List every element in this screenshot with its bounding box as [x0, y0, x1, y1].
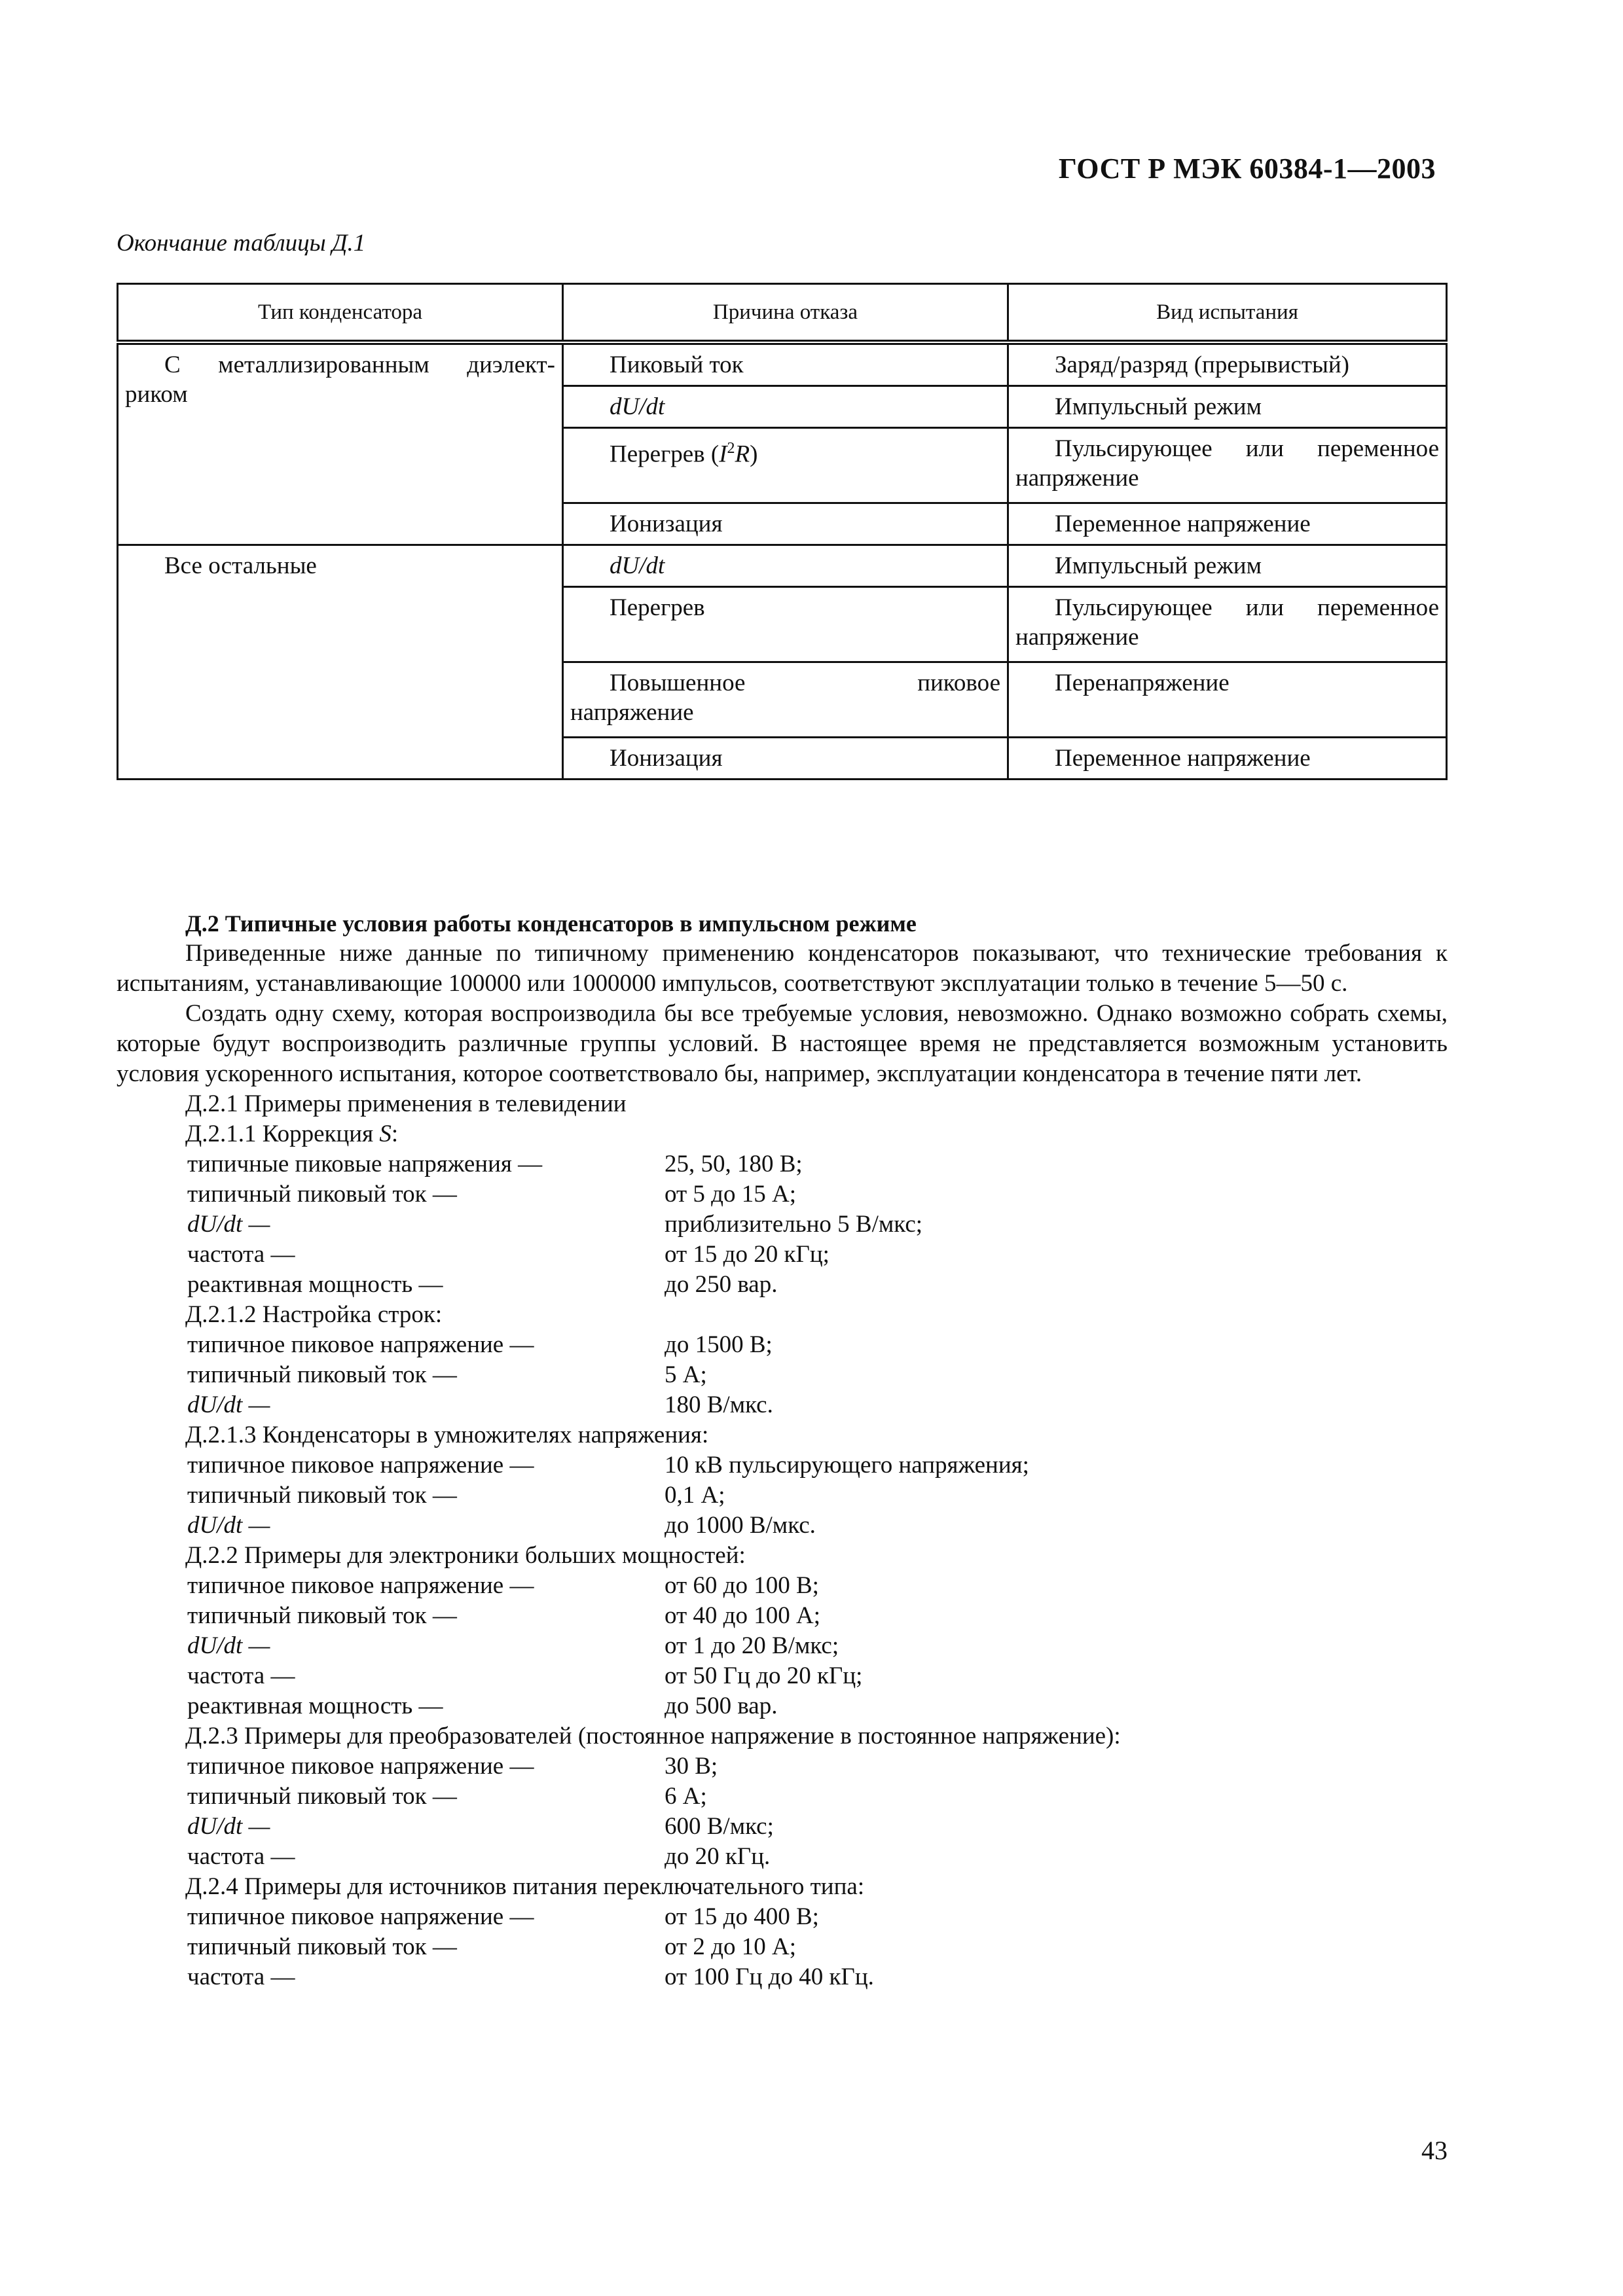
test-type-cell: Заряд/разряд (прерывистый) [1008, 342, 1447, 386]
test-type-cell [1008, 428, 1447, 503]
parameter-list [117, 1149, 1448, 1300]
parameter-name: dU/dt — [187, 1211, 270, 1238]
parameter-row [117, 1511, 1448, 1541]
heading-text: Д.2.1.1 Коррекция [185, 1121, 380, 1147]
document-header: ГОСТ Р МЭК 60384-1—2003 [1058, 152, 1436, 185]
heading-text-end: : [391, 1121, 399, 1147]
test-line: Пульсирующее или переменное [1055, 594, 1439, 621]
capacitor-type-line: риком [125, 381, 188, 408]
cause-superscript: 2 [727, 440, 735, 457]
page-number: 43 [1421, 2136, 1448, 2165]
parameter-row [117, 1782, 1448, 1812]
parameter-value: 6 А; [665, 1783, 707, 1810]
subsection-heading: Д.2.2 Примеры для электроники больших мощностей: [185, 1542, 746, 1569]
parameter-row [117, 1240, 1448, 1270]
parameter-value: до 1000 В/мкс. [665, 1512, 816, 1539]
parameter-row [117, 1149, 1448, 1179]
cause-text: Перегрев ( [610, 440, 720, 468]
parameter-value: от 40 до 100 А; [665, 1602, 821, 1629]
parameter-name: частота — [187, 1241, 295, 1268]
parameter-row [117, 1450, 1448, 1480]
subsection-heading: Д.2.3 Примеры для преобразователей (постоянное напряжение в постоянное напряжение): [185, 1723, 1121, 1749]
parameter-row [117, 1601, 1448, 1631]
subsection-heading: Д.2.1.2 Настройка строк: [185, 1301, 443, 1328]
cause-text-end: ) [750, 440, 758, 468]
column-header-cause: Причина отказа [563, 284, 1008, 343]
failure-cause-cell [563, 662, 1008, 738]
parameter-row [117, 1902, 1448, 1932]
parameter-name: частота — [187, 1662, 295, 1689]
parameter-row [117, 1390, 1448, 1420]
parameter-row [117, 1330, 1448, 1360]
capacitor-type-cell [118, 342, 563, 545]
test-line: напряжение [1015, 624, 1139, 651]
parameter-row [117, 1210, 1448, 1240]
cause-line: напряжение [570, 699, 694, 726]
parameter-name: типичный пиковый ток — [187, 1482, 457, 1509]
parameter-value: приблизительно 5 В/мкс; [665, 1211, 923, 1238]
parameter-row [117, 1480, 1448, 1511]
paragraph: Приведенные ниже данные по типичному применению конденсаторов показывают, что технические требования к испытаниям, устанавливающие 100000 или 1000000 импульсов, соответствуют эксплуатации только в течение 5—50 с. [117, 940, 1448, 997]
parameter-value: 30 В; [665, 1753, 718, 1780]
parameter-value: до 1500 В; [665, 1331, 773, 1358]
parameter-name: типичное пиковое напряжение — [187, 1572, 534, 1599]
parameter-name: реактивная мощность — [187, 1271, 443, 1298]
parameter-value: от 1 до 20 В/мкс; [665, 1632, 839, 1659]
parameter-row [117, 1270, 1448, 1300]
parameter-value: от 60 до 100 В; [665, 1572, 819, 1599]
table-header-row [118, 284, 1447, 343]
parameter-row [117, 1691, 1448, 1721]
parameter-name: типичные пиковые напряжения — [187, 1151, 543, 1177]
parameter-name: частота — [187, 1843, 295, 1870]
parameter-name: dU/dt — [187, 1632, 270, 1659]
parameter-row [117, 1571, 1448, 1601]
parameter-name: dU/dt — [187, 1391, 270, 1418]
parameter-value: от 5 до 15 А; [665, 1181, 797, 1208]
parameter-value: до 20 кГц. [665, 1843, 771, 1870]
table-caption: Окончание таблицы Д.1 [117, 230, 366, 257]
parameter-name: типичный пиковый ток — [187, 1933, 457, 1960]
parameter-value: до 500 вар. [665, 1693, 778, 1719]
parameter-value: 0,1 А; [665, 1482, 725, 1509]
parameter-name: типичное пиковое напряжение — [187, 1753, 534, 1780]
column-header-test: Вид испытания [1008, 284, 1447, 343]
capacitor-failure-table [117, 283, 1448, 780]
parameter-name: dU/dt — [187, 1512, 270, 1539]
parameter-value: 25, 50, 180 В; [665, 1151, 803, 1177]
parameter-row [117, 1751, 1448, 1782]
table-row [118, 545, 1447, 587]
parameter-name: dU/dt — [187, 1813, 270, 1840]
parameter-list [117, 1450, 1448, 1541]
parameter-row [117, 1962, 1448, 1992]
test-type-cell: Импульсный режим [1008, 545, 1447, 587]
parameter-row [117, 1631, 1448, 1661]
paragraph: Создать одну схему, которая воспроизводила бы все требуемые условия, невозможно. Однако возможно собрать схемы, которые будут воспроизводить различные группы условий. В настоящее время не представляется возможным установить условия ускоренного испытания, которое соответствовало бы, например, эксплуатации конденсатора в течение пяти лет. [117, 1000, 1448, 1087]
capacitor-type-cell: Все остальные [118, 545, 563, 780]
test-type-cell: Перенапряжение [1008, 662, 1447, 738]
parameter-row [117, 1842, 1448, 1872]
parameter-list [117, 1902, 1448, 1992]
failure-cause-cell: Ионизация [563, 738, 1008, 780]
heading-symbol: S [379, 1121, 392, 1147]
parameter-row [117, 1812, 1448, 1842]
parameter-name: типичный пиковый ток — [187, 1602, 457, 1629]
test-line: Пульсирующее или переменное [1055, 435, 1439, 462]
test-type-cell: Импульсный режим [1008, 386, 1447, 428]
parameter-name: типичный пиковый ток — [187, 1181, 457, 1208]
subsection-heading: Д.2.4 Примеры для источников питания переключательного типа: [185, 1873, 865, 1900]
parameter-value: от 15 до 400 В; [665, 1903, 819, 1930]
parameter-list [117, 1330, 1448, 1420]
cause-symbol-i: I [719, 440, 727, 468]
parameter-value: 180 В/мкс. [665, 1391, 773, 1418]
parameter-name: типичный пиковый ток — [187, 1783, 457, 1810]
section-title: Д.2 Типичные условия работы конденсаторов в импульсном режиме [185, 910, 917, 937]
parameter-value: от 2 до 10 А; [665, 1933, 797, 1960]
parameter-value: 600 В/мкс; [665, 1813, 774, 1840]
failure-cause-cell: dU/dt [563, 386, 1008, 428]
parameter-value: 5 А; [665, 1361, 707, 1388]
parameter-name: типичное пиковое напряжение — [187, 1331, 534, 1358]
parameter-value: от 15 до 20 кГц; [665, 1241, 830, 1268]
test-line: напряжение [1015, 465, 1139, 492]
parameter-name: типичное пиковое напряжение — [187, 1452, 534, 1479]
parameter-name: реактивная мощность — [187, 1693, 443, 1719]
parameter-value: от 100 Гц до 40 кГц. [665, 1964, 874, 1990]
parameter-list [117, 1751, 1448, 1872]
parameter-row [117, 1179, 1448, 1210]
parameter-row [117, 1932, 1448, 1962]
failure-cause-cell: Перегрев [563, 587, 1008, 662]
table-row [118, 342, 1447, 386]
parameter-row [117, 1360, 1448, 1390]
parameter-value: 10 кВ пульсирующего напряжения; [665, 1452, 1029, 1479]
parameter-row [117, 1661, 1448, 1691]
parameter-value: от 50 Гц до 20 кГц; [665, 1662, 863, 1689]
failure-cause-cell: dU/dt [563, 545, 1008, 587]
cause-line: Повышенное пиковое [610, 670, 1000, 696]
test-type-cell: Переменное напряжение [1008, 738, 1447, 780]
cause-symbol-r: R [735, 440, 750, 468]
test-type-cell: Переменное напряжение [1008, 503, 1447, 545]
test-type-cell [1008, 587, 1447, 662]
parameter-list [117, 1571, 1448, 1721]
parameter-name: типичный пиковый ток — [187, 1361, 457, 1388]
column-header-type: Тип конденсатора [118, 284, 563, 343]
section-d2 [117, 908, 1448, 1992]
subsection-heading: Д.2.1 Примеры применения в телевидении [185, 1090, 627, 1117]
parameter-name: типичное пиковое напряжение — [187, 1903, 534, 1930]
parameter-value: до 250 вар. [665, 1271, 778, 1298]
subsection-heading: Д.2.1.3 Конденсаторы в умножителях напряжения: [185, 1422, 709, 1448]
failure-cause-cell: Ионизация [563, 503, 1008, 545]
failure-cause-cell: Пиковый ток [563, 342, 1008, 386]
parameter-name: частота — [187, 1964, 295, 1990]
capacitor-type-line: С металлизированным диэлект- [164, 351, 555, 378]
subsection-heading [117, 1119, 1448, 1149]
failure-cause-cell [563, 428, 1008, 503]
